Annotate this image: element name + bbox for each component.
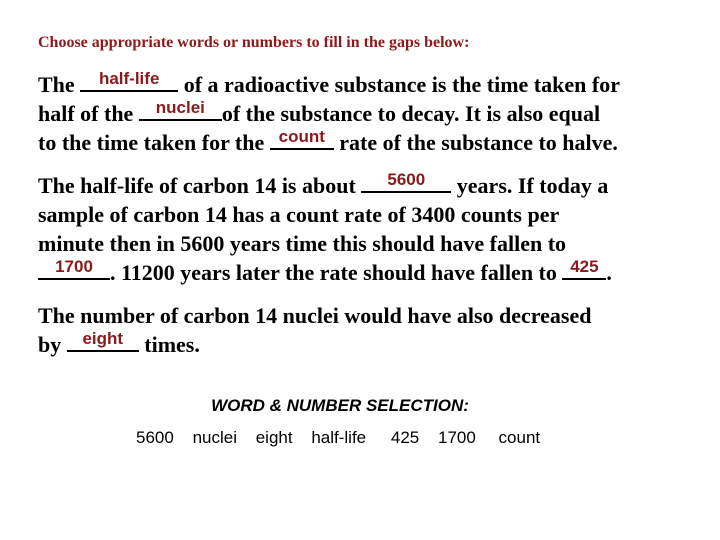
selection-word[interactable]: eight xyxy=(255,428,293,447)
answer-rate-5600: 1700 xyxy=(55,257,93,276)
gap-count[interactable] xyxy=(270,128,334,150)
gap-nuclei[interactable] xyxy=(139,99,222,121)
gap-rate-11200[interactable] xyxy=(562,258,606,280)
text: by xyxy=(38,332,67,357)
paragraph-carbon-14 xyxy=(38,171,612,287)
text-line xyxy=(38,330,592,359)
selection-word[interactable]: 5600 xyxy=(136,428,174,447)
answer-half-life: half-life xyxy=(98,69,160,88)
selection-title: WORD & NUMBER SELECTION: xyxy=(211,396,469,415)
text: . xyxy=(606,260,612,285)
instruction-heading: Choose appropriate words or numbers to fill in the gaps below: xyxy=(38,34,470,51)
text-line: minute then in 5600 years time this should have fallen to xyxy=(38,231,567,256)
text: The half-life of carbon 14 is about xyxy=(38,173,362,198)
text-line xyxy=(38,258,612,287)
paragraph-half-life-definition xyxy=(38,70,620,157)
paragraph-nuclei-decrease xyxy=(38,301,592,359)
text-line: The number of carbon 14 nuclei would have also decreased xyxy=(38,303,592,328)
text: half of the xyxy=(38,101,139,126)
answer-nuclei: nuclei xyxy=(155,98,205,117)
text: years. If today a xyxy=(451,173,609,198)
text-line xyxy=(38,99,620,128)
text-line xyxy=(38,171,612,200)
text: The xyxy=(38,72,81,97)
text: to the time taken for the xyxy=(38,130,270,155)
text: of the substance to decay. It is also equal xyxy=(221,101,601,126)
text-line: sample of carbon 14 has a count rate of 3400 counts per xyxy=(38,202,560,227)
answer-years: 5600 xyxy=(387,170,426,189)
selection-word[interactable]: count xyxy=(498,428,541,447)
gap-years[interactable] xyxy=(361,171,451,193)
text-line xyxy=(38,70,620,99)
text: of a radioactive substance is the time taken for xyxy=(178,72,620,97)
gap-half-life[interactable] xyxy=(80,70,178,92)
selection-word[interactable]: 425 xyxy=(390,428,420,447)
selection-word[interactable]: half-life xyxy=(311,428,367,447)
answer-eight: eight xyxy=(82,329,124,348)
text: . 11200 years later the rate should have fallen to xyxy=(110,260,563,285)
answer-count: count xyxy=(278,127,325,146)
gap-eight[interactable] xyxy=(67,330,139,352)
text-line xyxy=(38,128,620,157)
text: rate of the substance to halve. xyxy=(333,130,618,155)
selection-word[interactable]: 1700 xyxy=(437,428,476,447)
answer-rate-11200: 425 xyxy=(570,257,599,276)
gap-rate-5600[interactable] xyxy=(38,258,110,280)
selection-word[interactable]: nuclei xyxy=(192,428,237,447)
text: times. xyxy=(138,332,200,357)
word-selection-list xyxy=(136,428,554,448)
